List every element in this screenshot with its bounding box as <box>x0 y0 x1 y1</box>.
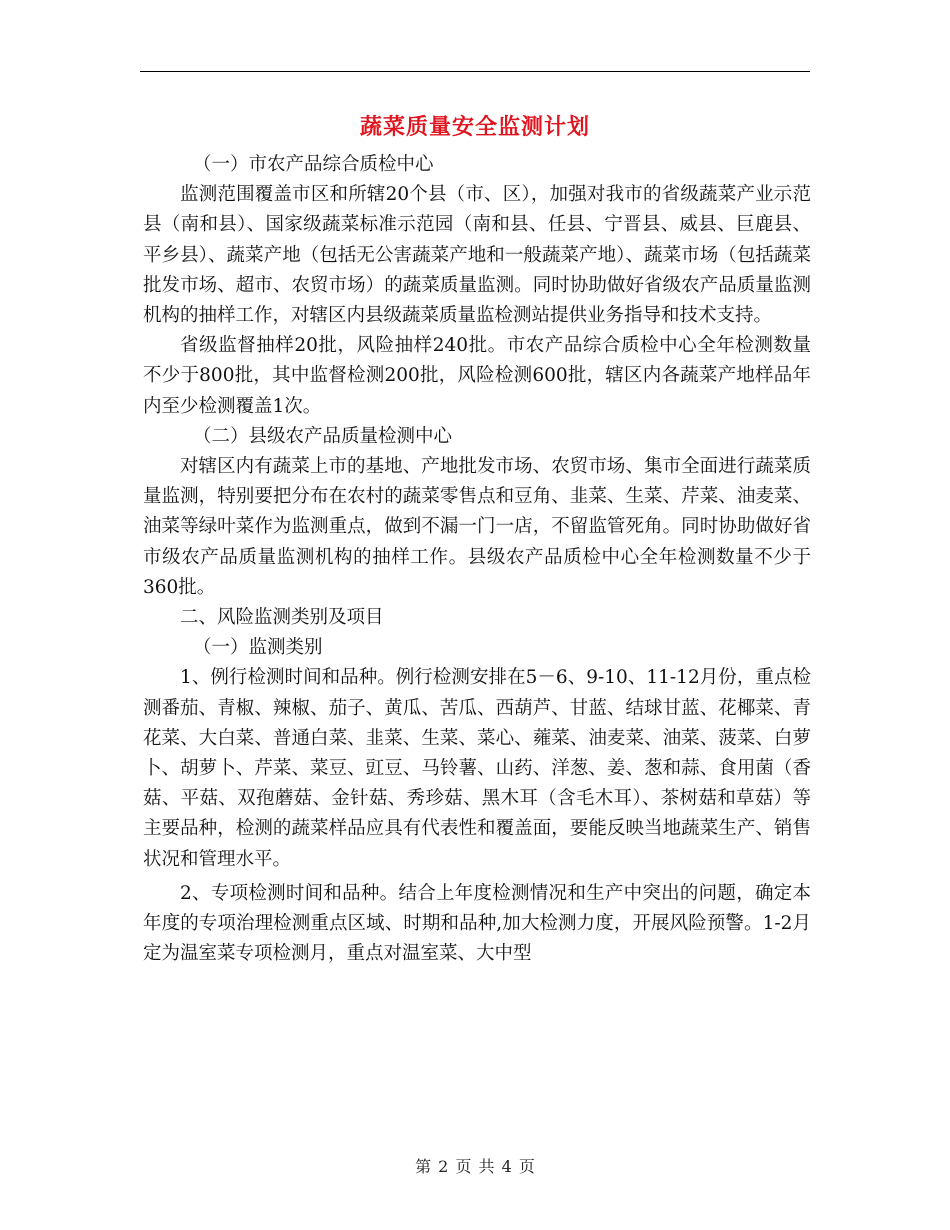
paragraph-special-testing: 2、专项检测时间和品种。结合上年度检测情况和生产中突出的问题，确定本年度的专项治理检测重点区域、时期和品种,加大检测力度，开展风险预警。1-2月定为温室菜专项检测月，重点对温室菜、大中型 <box>143 882 811 965</box>
paragraph-sampling-quota: 省级监督抽样20批，风险抽样240批。市农产品综合质检中心全年检测数量不少于800批，其中监督检测200批，风险检测600批，辖区内各蔬菜产地样品年内至少检测覆盖1次。 <box>143 335 811 417</box>
section-heading-monitoring-types: （一）监测类别 <box>192 637 323 659</box>
paragraph-routine-testing: 1、例行检测时间和品种。例行检测安排在5－6、9-10、11-12月份，重点检测番茄、青椒、辣椒、茄子、黄瓜、苦瓜、西葫芦、甘蓝、结球甘蓝、花椰菜、青花菜、大白菜、普通白菜、韭菜、生菜、菜心、蕹菜、油麦菜、油菜、菠菜、白萝卜、胡萝卜、芹菜、菜豆、豇豆、马铃薯、山药、洋葱、姜、葱和蒜、食用菌（香菇、平菇、双孢蘑菇、金针菇、秀珍菇、黑木耳（含毛木耳）、茶树菇和草菇）等主要品种，检测的蔬菜样品应具有代表性和覆盖面，要能反映当地蔬菜生产、销售状况和管理水平。 <box>143 667 811 870</box>
page-number-footer: 第 2 页 共 4 页 <box>415 1157 535 1176</box>
section-heading-risk-categories: 二、风险监测类别及项目 <box>180 607 384 629</box>
paragraph-county-monitoring: 对辖区内有蔬菜上市的基地、产地批发市场、农贸市场、集市全面进行蔬菜质量监测，特别要把分布在农村的蔬菜零售点和豆角、韭菜、生菜、芹菜、油麦菜、油菜等绿叶菜作为监测重点，做到不漏一门一店，不留监管死角。同时协助做好省市级农产品质量监测机构的抽样工作。县级农产品质检中心全年检测数量不少于360批。 <box>143 456 811 598</box>
document-body <box>143 150 811 969</box>
document-title: 蔬菜质量安全监测计划 <box>359 114 590 140</box>
section-heading-city-center: （一）市农产品综合质检中心 <box>192 154 434 175</box>
paragraph-monitoring-scope: 监测范围覆盖市区和所辖20个县（市、区），加强对我市的省级蔬菜产业示范县（南和县）、国家级蔬菜标准示范园（南和县、任县、宁晋县、威县、巨鹿县、平乡县）、蔬菜产地（包括无公害蔬菜产地和一般蔬菜产地）、蔬菜市场（包括蔬菜批发市场、超市、农贸市场）的蔬菜质量监测。同时协助做好省级农产品质量监测机构的抽样工作，对辖区内县级蔬菜质量监检测站提供业务指导和技术支持。 <box>143 184 811 327</box>
section-heading-county-center: （二）县级农产品质量检测中心 <box>192 425 452 447</box>
header-rule <box>140 71 810 72</box>
